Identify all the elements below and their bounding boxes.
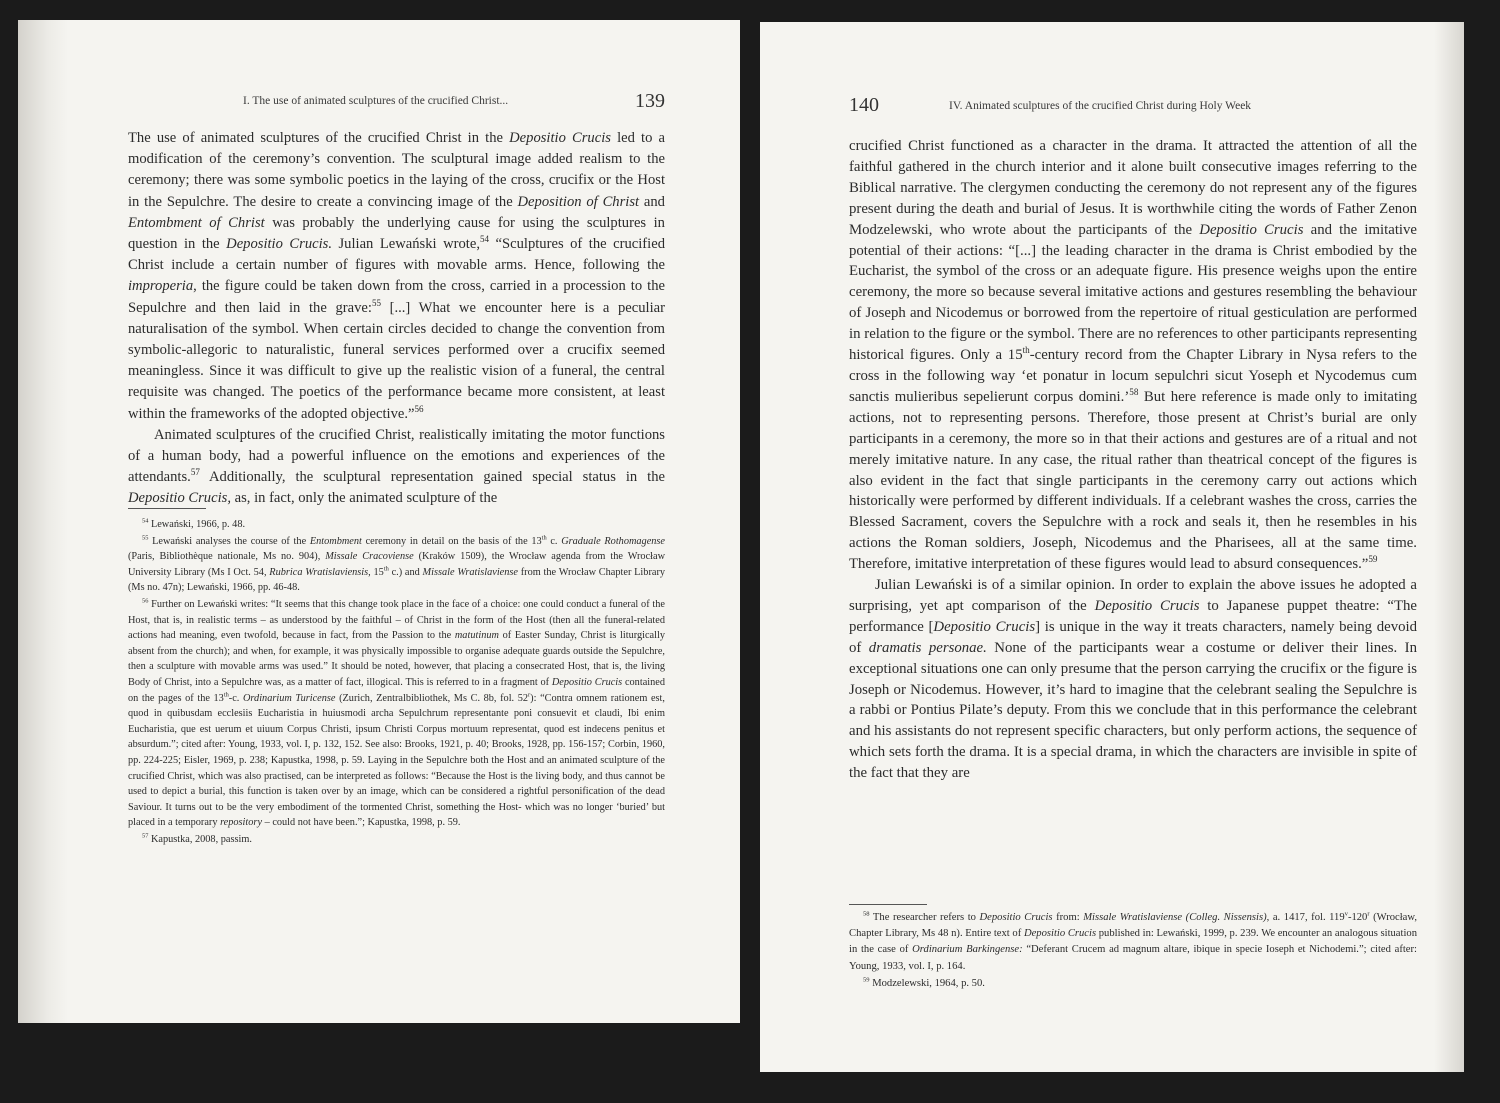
footnote: $^{56}$ Further on Lewański writes: “It seems that this change took place in the face of a choice: one could conduct a funeral of the Host, that is, in realistic terms – as understood by the faithful – of Christ in the form of the Host (then all the funeral-related actions had meaning, even twofold, because in fact, from the Passion to the matutinum of Easter Sunday, Christ is liturgically absent from the church); and when, for example, it was physically impossible to organise adequate guards outside the Sepulchre, then a sculpture with movable arms was used.” It should be noted, however, that placing a consecrated Host, that is, the living Body of Christ, into a Sepulchre was, as a matter of fact, illogical. This is referred to in a fragment of Depositio Crucis contained on the pages of the 13th-c. Ordinarium Turicense (Zurich, Zentralbibliothek, Ms C. 8b, fol. 52$^r$): “Contra omnem rationem est, quod in quibusdam ecclesiis Eucharistia in huiusmodi archa Sepulchrum representante poni consuevit et claudi, Ibi enim Eucharistia, que est uerum et uiuum Corpus Christi, ipsum Christi Corpus mortuum representat, quod est indecens penitus et absurdum.”; cited after: Young, 1933, vol. I, p. 132, 152. See also: Brooks, 1921, p. 40; Brooks, 1928, pp. 156-157; Corbin, 1960, pp. 224-225; Eisler, 1969, p. 238; Kapustka, 1998, p. 59. Laying in the Sepulchre both the Host and an animated sculpture of the crucified Christ, which was also practised, can be interpreted as follows: “Because the Host is the living body, and thus cannot be used to depict a burial, this function is taken over by an image, which can be considered a rightful personification of the dead Saviour. It turns out to be the very embodiment of the tormented Christ, something the Host- which was no longer ‘buried’ but placed in a temporary repository – could not have been.”; Kapustka, 1998, p. 59. xyxy=(128,597,665,829)
footnote: $^{58}$ The researcher refers to Depositio Crucis from: Missale Wratislaviense (Colleg. Nissensis), a. 1417, fol. 119$^v$-120$^r$ (Wrocław, Chapter Library, Ms 48 n). Entire text of Depositio Crucis published in: Lewański, 1999, p. 239. We encounter an analogous situation in the case of Ordinarium Barkingense: “Deferant Crucem ad magnum altare, ibique in specie Ioseph et Nichodemi.”; cited after: Young, 1933, vol. I, p. 164. xyxy=(849,910,1417,972)
paragraph: Animated sculptures of the crucified Christ, realistically imitating the motor functions of a human body, had a powerful influence on the emotions and experiences of the attendants.$^{57}$ Additionally, the sculptural representation gained special status in the Depositio Crucis, as, in fact, only the animated sculpture of the xyxy=(128,426,665,507)
footnote: $^{55}$ Lewański analyses the course of the Entombment ceremony in detail on the basis of the 13th c. Graduale Rothomagense (Paris, Bibliothèque nationale, Ms no. 904), Missale Cracoviense (Kraków 1509), the Wrocław agenda from the Wrocław University Library (Ms I Oct. 54, Rubrica Wratislaviensis, 15th c.) and Missale Wratislaviense from the Wrocław Chapter Library (Ms no. 47n); Lewański, 1966, pp. 46-48. xyxy=(128,534,666,594)
running-head-left: I. The use of animated sculptures of the crucified Christ... xyxy=(243,95,509,107)
paragraph: The use of animated sculptures of the crucified Christ in the Depositio Crucis led to a modification of the ceremony’s convention. The sculptural image added realism to the ceremony; there was some symbolic poetics in the laying of the cross, crucifix or the Host in the Sepulchre. The desire to create a convincing image of the Deposition of Christ and Entombment of Christ was probably the underlying cause for using the sculptures in question in the Depositio Crucis. Julian Lewański wrote,$^{54}$ “Sculptures of the crucified Christ include a certain number of figures with movable arms. Hence, following the improperia, the figure could be taken down from the cross, carried in a procession to the Sepulchre and then laid in the grave:$^{55}$ [...] What we encounter here is a peculiar naturalisation of the symbol. When certain circles decided to change the convention from symbolic-allegoric to naturalistic, funeral services performed over a crucifix seemed meaningless. Since it was difficult to give up the realistic vision of a funeral, the central requisite was changed. The poetics of the performance became more consistent, at least within the frameworks of the adopted objective.”$^{56}$ xyxy=(128,130,666,422)
footnote-rule xyxy=(849,904,927,905)
footnote: $^{54}$ Lewański, 1966, p. 48. xyxy=(142,517,246,530)
footnotes-left xyxy=(128,517,665,848)
paragraph: crucified Christ functioned as a character in the drama. It attracted the attention of all the faithful gathered in the church interior and it alone built consecutive images referring to the Biblical narrative. The clergymen conducting the ceremony do not represent any of the figures present during the death and burial of Jesus. It is worthwhile citing the words of Father Zenon Modzelewski, who wrote about the participants of the Depositio Crucis and the imitative potential of their actions: “[...] the leading character in the drama is Christ embodied by the Eucharist, the symbol of the cross or an adequate figure. His presence weighs upon the entire ceremony, the more so because several imitative actions and gestures resembling the behaviour of Joseph and Nicodemus or borrowed from the repertoire of ritual gesticulation are performed in relation to the figure or the symbol. There are no references to other participants representing historical figures. Only a 15th-century record from the Chapter Library in Nysa refers to the cross in the following way ‘et ponatur in locum sepulchri sicut Yoseph et Nycodemus cum sanctis mulieribus sepelierunt corpus domini.’$^{58}$ But here reference is made only to imitating actions, not to representing persons. Therefore, those present at Christ’s burial are only participants in a ceremony, the more so in that their actions and gestures are of a ritual and not merely imitative nature. In any case, the ritual rather than theatrical concept of the figures is also evident in the fact that single participants in the ceremony carry out actions which historically were performed by different individuals. If a celebrant washes the cross, carries the Blessed Sacrament, covers the Sepulchre with a rock and seals it, then he resembles in his actions the Roman soldiers, Joseph, Nicodemus and the Pharisees, all at the same time. Therefore, imitative interpretation of these figures would lead to absurd consequences.”$^{59}$ xyxy=(849,138,1418,573)
page-edge-shadow xyxy=(1434,22,1464,1072)
paragraph: Julian Lewański is of a similar opinion. In order to explain the above issues he adopted a surprising, yet apt comparison of the Depositio Crucis to Japanese puppet theatre: “The performance [Depositio Crucis] is unique in the way it treats characters, namely being devoid of dramatis personae. None of the participants wear a costume or deliver their lines. In exceptional situations one can only presume that the person carrying the crucifix or the figure is Joseph or Nicodemus. However, it’s hard to imagine that the celebrant sealing the Sepulchre is a rabbi or Pontius Pilate’s deputy. From this we conclude that in this performance the celebrant and his assistants do not represent specific characters, but only perform actions, the sequence of which sets forth the drama. It is a special drama, in which the characters are invisible in spite of the fact that they are xyxy=(849,577,1418,782)
page-gutter-shadow xyxy=(18,20,68,1023)
left-page xyxy=(18,20,740,1023)
page-number-right: 140 xyxy=(849,94,879,116)
footnote: $^{57}$ Kapustka, 2008, passim. xyxy=(142,832,252,845)
footnotes-right xyxy=(849,910,1417,993)
page-number-left: 139 xyxy=(635,90,665,112)
right-page xyxy=(760,22,1464,1072)
body-text-left xyxy=(128,128,665,510)
footnote-rule xyxy=(128,508,206,509)
body-text-right xyxy=(849,136,1417,784)
footnote: $^{59}$ Modzelewski, 1964, p. 50. xyxy=(863,976,985,989)
running-head-right: IV. Animated sculptures of the crucified Christ during Holy Week xyxy=(949,100,1252,112)
